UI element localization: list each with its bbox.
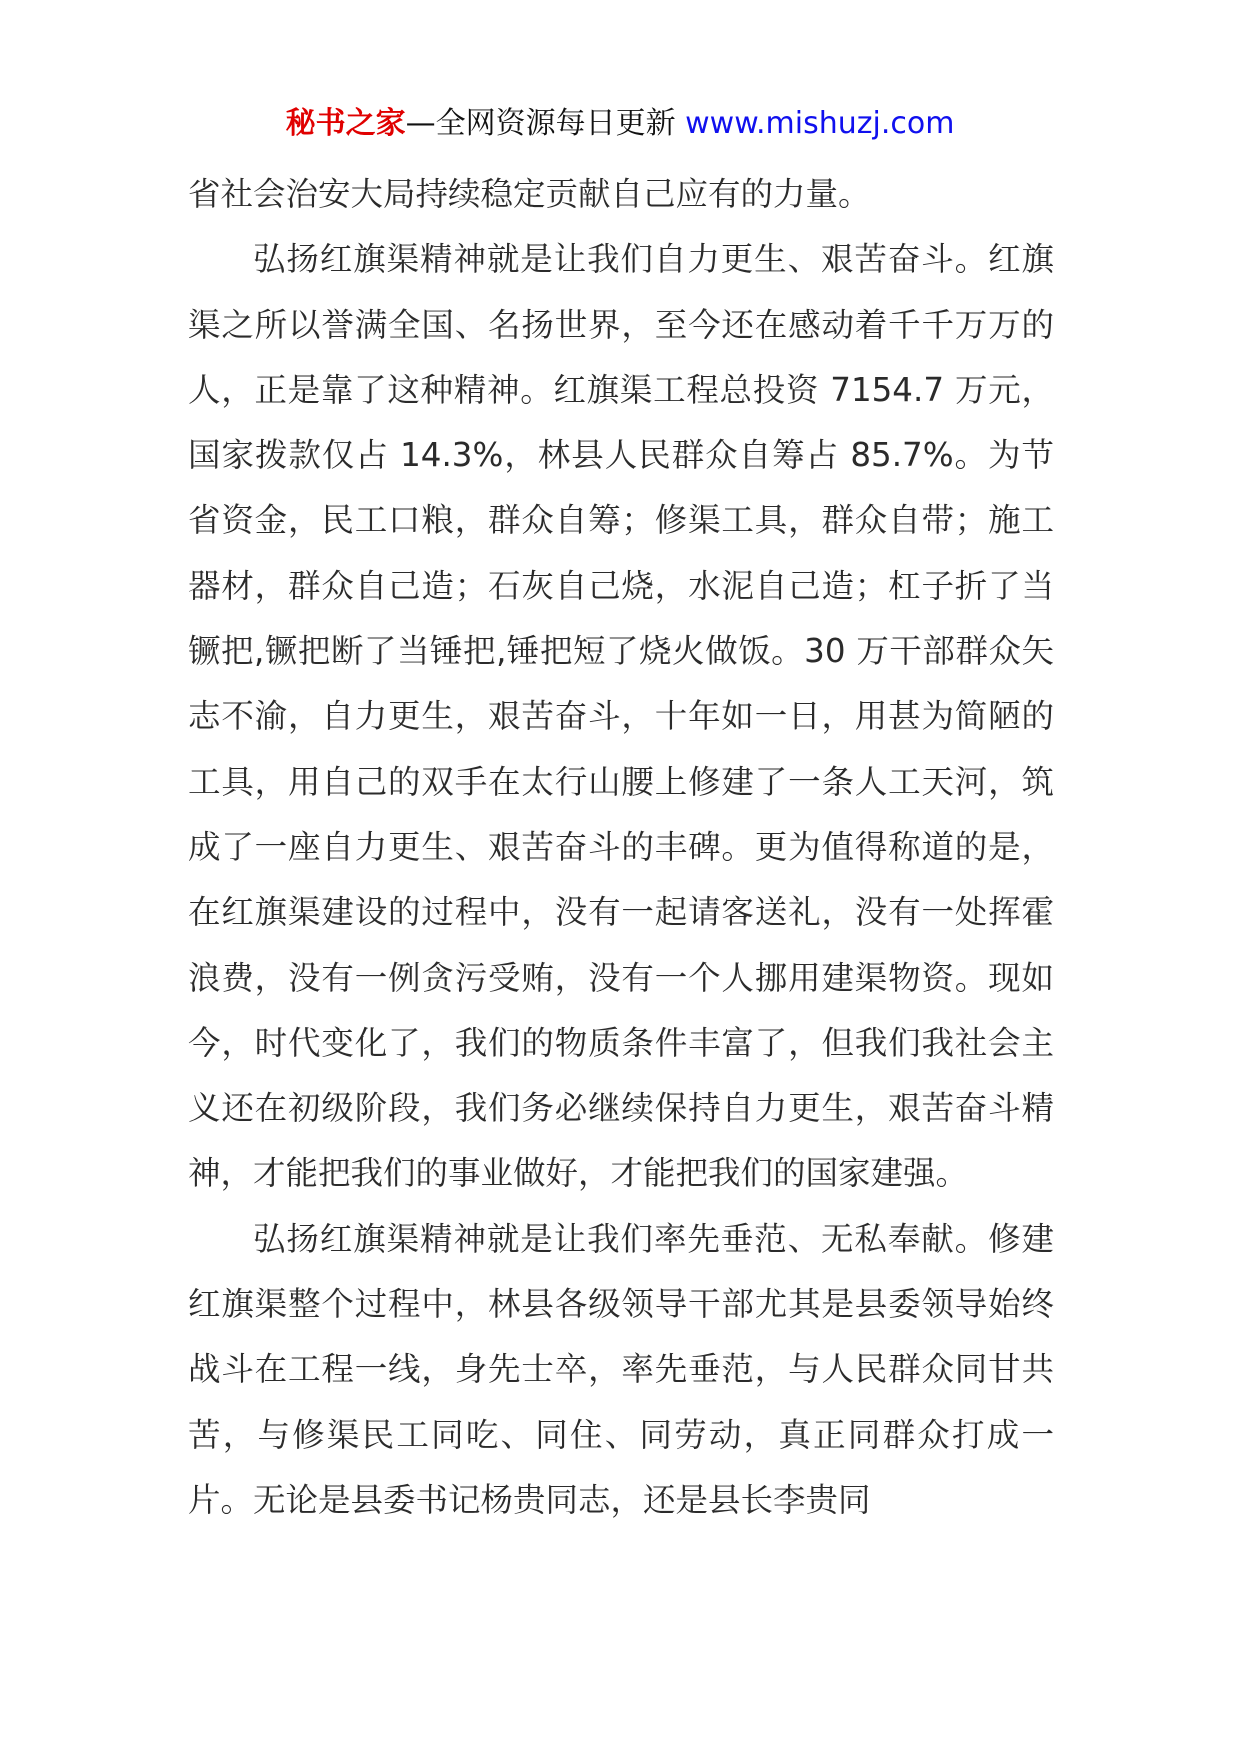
paragraph-self-reliance: 弘扬红旗渠精神就是让我们自力更生、艰苦奋斗。红旗渠之所以誉满全国、名扬世界，至今还在感动着千千万万的人，正是靠了这种精神。红旗渠工程总投资 7154.7 万元，国家拨款仅占 14.3%，林县人民群众自筹占 85.7%。为节省资金，民工口粮，群众自筹；修渠工具，群众自带；施工器材，群众自己造；石灰自己烧，水泥自己造；杠子折了当镢把,镢把断了当锤把,锤把短了烧火做饭。30 万干部群众矢志不渝，自力更生，艰苦奋斗，十年如一日，用甚为简陋的工具，用自己的双手在太行山腰上修建了一条人工天河，筑成了一座自力更生、艰苦奋斗的丰碑。更为值得称道的是，在红旗渠建设的过程中，没有一起请客送礼，没有一处挥霍浪费，没有一例贪污受贿，没有一个人挪用建渠物资。现如今，时代变化了，我们的物质条件丰富了，但我们我社会主义还在初级阶段，我们务必继续保持自力更生，艰苦奋斗精神，才能把我们的事业做好，才能把我们的国家建强。 — [188, 240, 1054, 1193]
document-body — [188, 162, 1054, 1533]
site-tagline: —全网资源每日更新 — [405, 106, 676, 141]
paragraph-leading-by-example: 弘扬红旗渠精神就是让我们率先垂范、无私奉献。修建红旗渠整个过程中，林县各级领导干部尤其是县委领导始终战斗在工程一线，身先士卒，率先垂范，与人民群众同甘共苦，与修渠民工同吃、同住、同劳动，真正同群众打成一片。无论是县委书记杨贵同志，还是县长李贵同 — [188, 1219, 1054, 1519]
site-brand: 秘书之家 — [285, 106, 406, 141]
site-url-link[interactable]: www.mishuzj.com — [685, 106, 955, 141]
site-header — [0, 104, 1240, 144]
paragraph-continuation: 省社会治安大局持续稳定贡献自己应有的力量。 — [188, 175, 871, 213]
